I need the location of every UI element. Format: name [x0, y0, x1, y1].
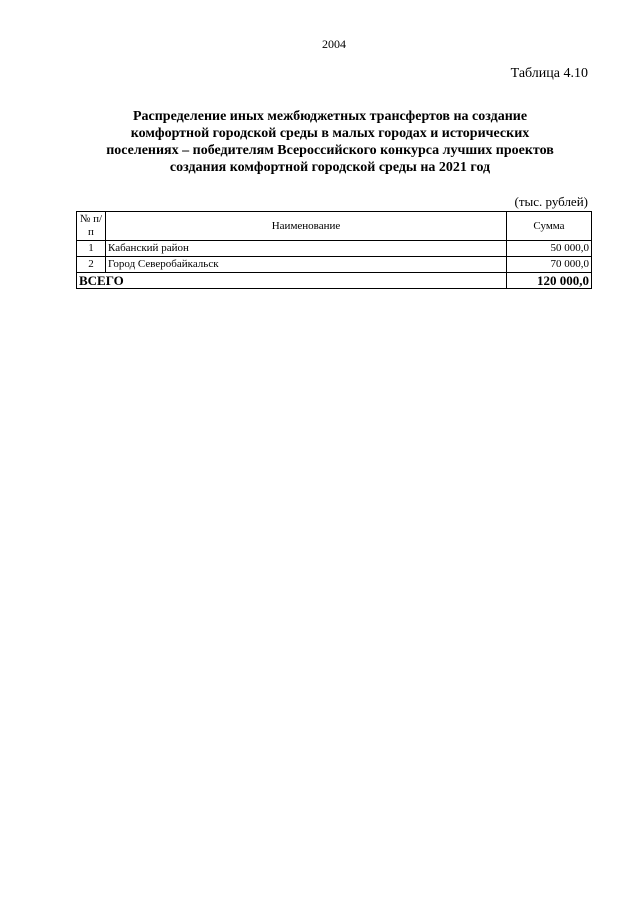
row-num: 1	[77, 241, 106, 257]
total-row	[77, 273, 592, 289]
document-title	[60, 108, 600, 176]
header-sum: Сумма	[507, 212, 592, 241]
title-line: поселениях – победителям Всероссийского конкурса лучших проектов	[106, 143, 554, 158]
table-row	[77, 257, 592, 273]
table-caption: Таблица 4.10	[510, 66, 588, 81]
transfers-table	[76, 211, 592, 289]
page-number: 2004	[322, 37, 346, 51]
table-row	[77, 241, 592, 257]
title-line: комфортной городской среды в малых городах и исторических	[130, 126, 530, 141]
row-name: Город Северобайкальск	[106, 257, 507, 273]
row-sum: 70 000,0	[507, 257, 592, 273]
total-sum: 120 000,0	[507, 273, 592, 289]
total-label: ВСЕГО	[77, 273, 507, 289]
header-name: Наименование	[106, 212, 507, 241]
row-sum: 50 000,0	[507, 241, 592, 257]
header-num: № п/п	[77, 212, 106, 241]
row-name: Кабанский район	[106, 241, 507, 257]
row-num: 2	[77, 257, 106, 273]
title-line: Распределение иных межбюджетных трансфертов на создание	[132, 109, 528, 124]
units-label: (тыс. рублей)	[514, 194, 588, 209]
title-line: создания комфортной городской среды на 2021 год	[169, 160, 491, 175]
table-header-row	[77, 212, 592, 241]
